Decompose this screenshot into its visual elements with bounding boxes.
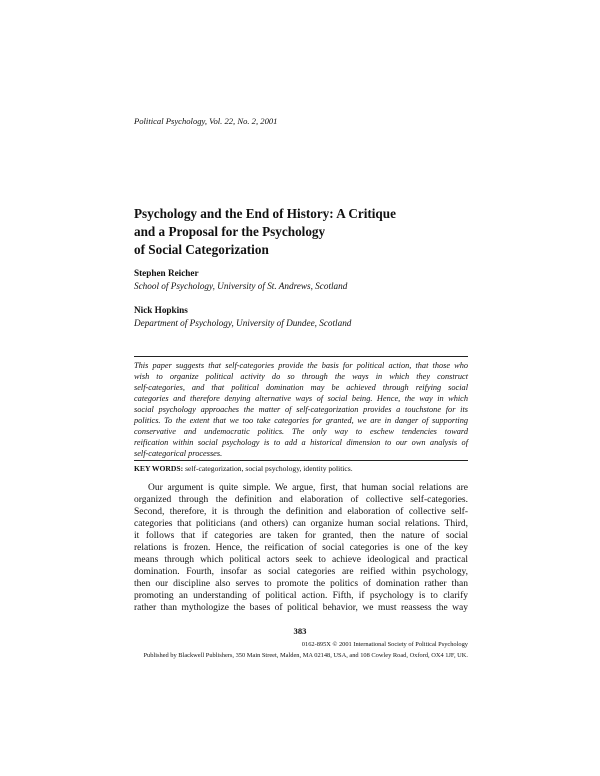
abstract-line: social psychology approaches the matter of self-categorization provides a touchstone for its [134, 405, 468, 414]
body-line: means through which political actors seek to achieve ideological and practical [134, 555, 468, 565]
body-line: Second, therefore, it is through the definition and elaboration of collective self- [134, 507, 468, 517]
abstract-line: reification within social psychology is to add a historical dimension to our own analysis of [134, 438, 468, 447]
body-text [134, 482, 468, 614]
abstract-line: conservative and undemocratic politics. The only way to eschew tendencies toward [134, 427, 468, 436]
abstract-line: wish to organize political activity do so through the ways in which they construct [134, 372, 468, 381]
abstract-line: politics. To the extent that we too take categories for granted, we are in danger of supporting [134, 416, 468, 425]
author-name: Nick Hopkins [134, 305, 188, 315]
title-line: and a Proposal for the Psychology [134, 224, 326, 239]
author-affiliation: Department of Psychology, University of Dundee, Scotland [134, 318, 352, 328]
copyright-line: 0162-895X © 2001 International Society of Political Psychology [301, 641, 468, 648]
body-line: rather than mythologize the bases of political behavior, we must reassess the way [134, 603, 468, 613]
abstract-top-rule [134, 356, 468, 357]
abstract-line: self-categorical processes. [134, 449, 223, 458]
author-name: Stephen Reicher [134, 268, 199, 278]
journal-citation: Political Psychology, Vol. 22, No. 2, 2001 [134, 116, 278, 126]
author-affiliation: School of Psychology, University of St. Andrews, Scotland [134, 281, 348, 291]
title-line: of Social Categorization [134, 242, 269, 257]
abstract [134, 360, 468, 459]
body-line: then our discipline also serves to promote the politics of domination rather than [134, 579, 468, 589]
keywords-label: KEY WORDS: [134, 464, 184, 473]
body-line: categories that politicians (and others) can organize human social relations. Third, [134, 519, 468, 529]
body-line: it follows that if categories are taken for granted, then the nature of social [134, 531, 468, 541]
page-number: 383 [293, 626, 307, 636]
body-line: promoting an understanding of political action. Fifth, if psychology is to clarify [134, 591, 468, 601]
publisher-line: Published by Blackwell Publishers, 350 Main Street, Malden, MA 02148, USA, and 108 Cowley Road, Oxford, OX4 1JF, UK. [143, 652, 468, 659]
abstract-line: This paper suggests that self-categories provide the basis for political action, that those who [134, 361, 468, 370]
abstract-line: self-categories, and that political domination may be achieved through reifying social [134, 383, 468, 392]
abstract-bottom-rule [134, 460, 468, 461]
title-line: Psychology and the End of History: A Critique [134, 206, 396, 221]
body-line: domination. Fourth, insofar as social categories are reified within psychology, [134, 567, 468, 577]
body-line: organized through the definition and elaboration of collective self-categories. [134, 495, 468, 505]
abstract-line: categories and therefore denying alternative ways of social being. Hence, the way in which [134, 394, 468, 403]
article-title [134, 205, 474, 259]
body-line: Our argument is quite simple. We argue, first, that human social relations are [148, 483, 468, 493]
keywords-text: self-categorization, social psychology, identity politics. [185, 464, 353, 473]
body-line: relations is frozen. Hence, the reification of social categories is one of the key [134, 543, 468, 553]
keywords [134, 464, 353, 473]
